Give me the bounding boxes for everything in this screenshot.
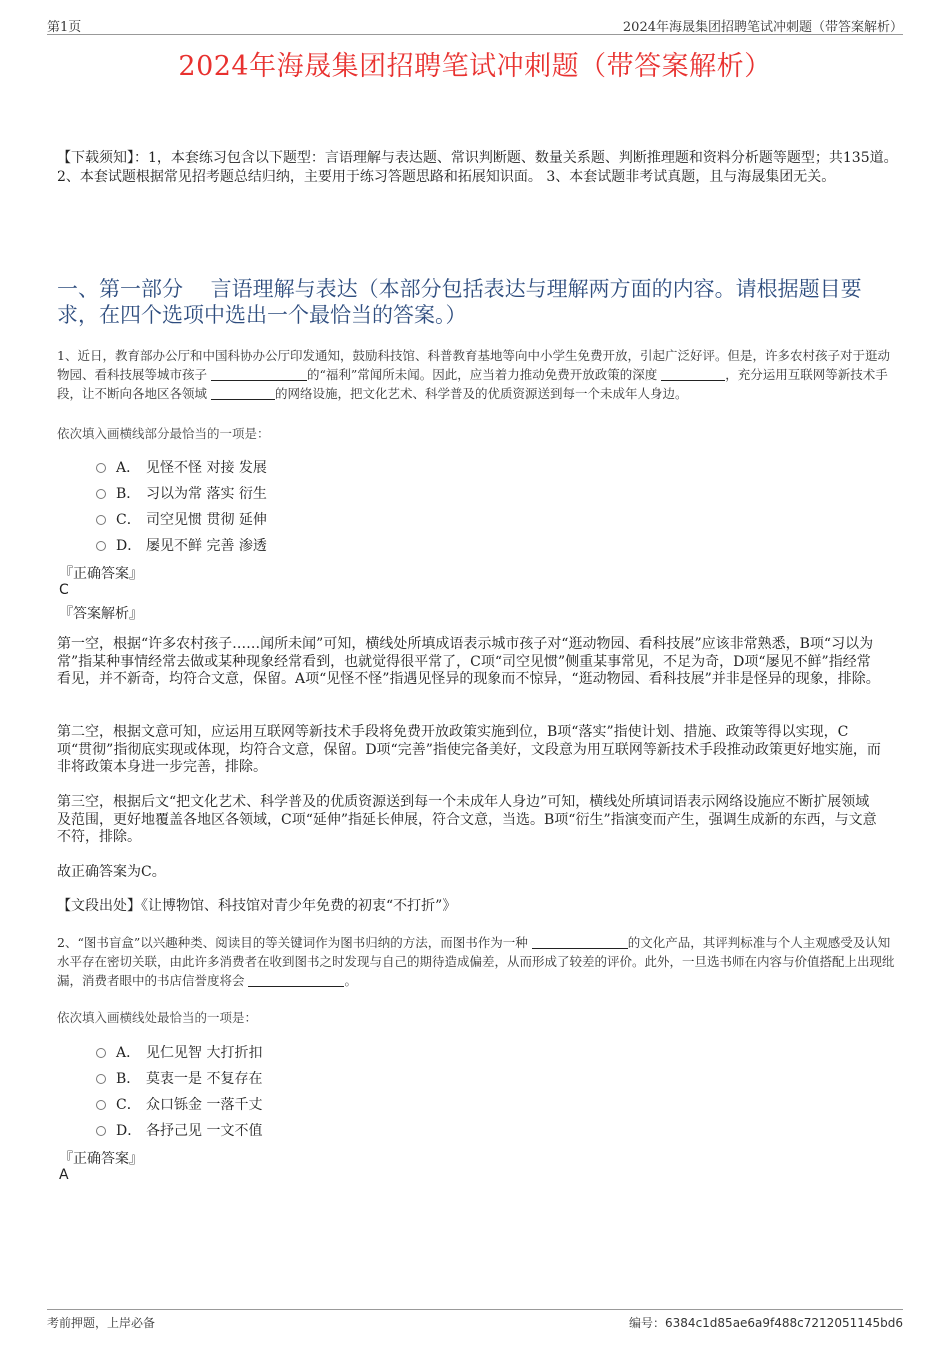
header-doc-title: 2024年海晟集团招聘笔试冲刺题（带答案解析） [622,20,903,35]
question-1-instruction: 依次填入画横线部分最恰当的一项是： [57,426,270,441]
footer-slogan: 考前押题，上岸必备 [47,1316,156,1330]
analysis-conclusion: 故正确答案为C。 [57,864,166,880]
question-2-instruction: 依次填入画横线处最恰当的一项是： [57,1010,258,1025]
page-header [47,14,903,35]
radio-icon[interactable] [96,515,106,525]
question-1-option-d[interactable]: D． 屡见不鲜 完善 渗透 [96,535,267,555]
download-notice: 【下载须知】：1，本套练习包含以下题型：言语理解与表达题、常识判断题、数量关系题、判断推理题和资料分析题等题型；共135道。 2、本套试题根据常见招考题总结归纳，主要用于练习答题思路和拓展知识面。 3、本套试题非考试真题，且与海晟集团无关。 [57,150,898,185]
radio-icon[interactable] [96,463,106,473]
question-1-option-b[interactable]: B． 习以为常 落实 衍生 [96,483,267,503]
correct-answer: A [59,1167,69,1183]
question-1-option-c[interactable]: C． 司空见惯 贯彻 延伸 [96,509,267,529]
question-1-text: 1、近日，教育部办公厅和中国科协办公厅印发通知，鼓励科技馆、科普教育基地等向中小学生免费开放，引起广泛好评。但是，许多农村孩子对于逛动物园、看科技展等城市孩子 的“福利”常闻所未闻。因此，应当着力推动免费开放政策的深度 ，充分运用互联网等新技术手段，让不断向各地区各领域 的网络设施，把文化艺术、科学普及的优质资源送到每一个未成年人身边。 [57,348,890,401]
question-2-option-c[interactable]: C． 众口铄金 一落千丈 [96,1094,262,1114]
answer-blank [211,386,275,400]
answer-blank [661,367,725,381]
question-2-text: 2、“图书盲盒”以兴趣种类、阅读目的等关键词作为图书归纳的方法，而图书作为一种 的文化产品，其评判标准与个人主观感受及认知水平存在密切关联，由此许多消费者在收到图书之时发现与自己的期待造成偏差，从而形成了较差的评价。此外，一旦选书师在内容与价值搭配上出现纰漏，消费者眼中的书店信誉度将会 。 [57,935,895,988]
correct-answer-label: 『正确答案』 [59,1151,143,1167]
analysis-paragraph: 第二空，根据文意可知，应运用互联网等新技术手段将免费开放政策实施到位，B项“落实”指使计划、措施、政策等得以实现，C项“贯彻”指彻底实现或体现，均符合文意，保留。D项“完善”指使完备美好，文段意为用互联网等新技术手段推动政策更好地实施，而非将政策本身进一步完善，排除。 [57,724,881,775]
correct-answer: C [59,582,69,598]
answer-blank [211,367,307,381]
serial-code: 6384c1d85ae6a9f488c7212051145bd6 [665,1316,903,1330]
footer-rule [47,1309,903,1310]
footer-serial: 编号：6384c1d85ae6a9f488c7212051145bd6 [629,1316,903,1330]
question-2-option-a[interactable]: A． 见仁见智 大打折扣 [96,1042,262,1062]
radio-icon[interactable] [96,489,106,499]
analysis-paragraph: 第一空，根据“许多农村孩子……闻所未闻”可知，横线处所填成语表示城市孩子对“逛动物园、看科技展”应该非常熟悉，B项“习以为常”指某种事情经常去做或某种现象经常看到，也就觉得很平常了，C项“司空见惯”侧重某事常见，不足为奇，D项“屡见不鲜”指经常看见，并不新奇，均符合文意，保留。A项“见怪不怪”指遇见怪异的现象而不惊异，“逛动物园、看科技展”并非是怪异的现象，排除。 [57,636,880,687]
correct-answer-label: 『正确答案』 [59,566,143,582]
answer-blank [532,935,628,949]
section-title: 一、第一部分 言语理解与表达（本部分包括表达与理解两方面的内容。请根据题目要求，在四个选项中选出一个最恰当的答案。） [57,277,862,327]
radio-icon[interactable] [96,1074,106,1084]
radio-icon[interactable] [96,1048,106,1058]
question-2-option-b[interactable]: B． 莫衷一是 不复存在 [96,1068,262,1088]
radio-icon[interactable] [96,541,106,551]
passage-source: 【文段出处】《让博物馆、科技馆对青少年免费的初衷“不打折”》 [57,898,457,914]
radio-icon[interactable] [96,1100,106,1110]
page-number: 第1页 [47,20,82,35]
question-2-option-d[interactable]: D． 各抒己见 一文不值 [96,1120,262,1140]
analysis-paragraph: 第三空，根据后文“把文化艺术、科学普及的优质资源送到每一个未成年人身边”可知，横线处所填词语表示网络设施应不断扩展领域及范围，更好地覆盖各地区各领域，C项“延伸”指延长伸展，符合文意，当选。B项“衍生”指演变而产生，强调生成新的东西，与文意不符，排除。 [57,794,877,845]
question-1-option-a[interactable]: A． 见怪不怪 对接 发展 [96,457,267,477]
analysis-label: 『答案解析』 [59,606,143,622]
radio-icon[interactable] [96,1126,106,1136]
answer-blank [248,973,344,987]
document-title: 2024年海晟集团招聘笔试冲刺题（带答案解析） [178,51,772,82]
